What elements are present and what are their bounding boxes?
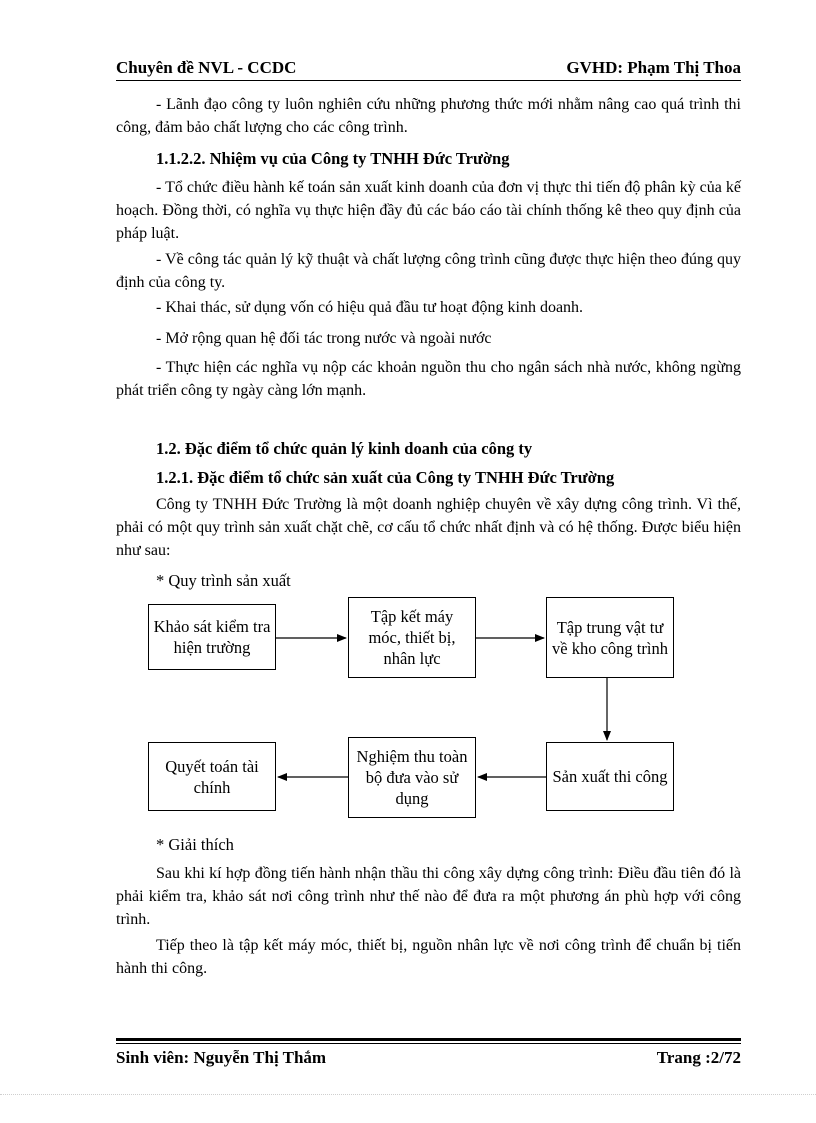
page-header bbox=[116, 58, 741, 78]
process-box-settlement: Quyết toán tài chính bbox=[148, 742, 276, 811]
header-topic: Chuyên đề NVL - CCDC bbox=[116, 58, 297, 77]
footer-student: Sinh viên: Nguyễn Thị Thắm bbox=[116, 1048, 327, 1067]
paragraph-capital: - Khai thác, sử dụng vốn có hiệu quả đầu tư hoạt động kinh doanh. bbox=[156, 299, 584, 316]
page-break-line bbox=[0, 1094, 816, 1095]
header-rule bbox=[116, 80, 741, 81]
paragraph-explain-mobilize: Tiếp theo là tập kết máy móc, thiết bị, nguồn nhân lực về nơi công trình để chuẩn bị tiến hành thi công. bbox=[116, 937, 741, 977]
heading-duties: 1.1.2.2. Nhiệm vụ của Công ty TNHH Đức Trường bbox=[156, 149, 510, 168]
paragraph-partnership: - Mở rộng quan hệ đối tác trong nước và ngoài nước bbox=[156, 330, 492, 347]
header-supervisor: GVHD: Phạm Thị Thoa bbox=[566, 58, 741, 77]
process-box-materials: Tập trung vật tư về kho công trình bbox=[546, 597, 674, 678]
paragraph-company-intro: Công ty TNHH Đức Trường là một doanh nghiệp chuyên về xây dựng công trình. Vì thế, phải có một quy trình sản xuất chặt chẽ, cơ cấu tổ chức nhất định và có hệ thống. Được biểu hiện như sau: bbox=[116, 496, 741, 559]
footer-page-number: Trang :2/72 bbox=[656, 1048, 741, 1067]
process-box-mobilize: Tập kết máy móc, thiết bị, nhân lực bbox=[348, 597, 476, 678]
process-box-survey: Khảo sát kiểm tra hiện trường bbox=[148, 604, 276, 670]
page-footer bbox=[116, 1048, 741, 1068]
footer-rule-thin bbox=[116, 1043, 741, 1044]
heading-management: 1.2. Đặc điểm tổ chức quản lý kinh doanh của công ty bbox=[156, 439, 533, 458]
label-process: * Quy trình sản xuất bbox=[156, 571, 291, 590]
paragraph-explain-survey: Sau khi kí hợp đồng tiến hành nhận thầu thi công xây dựng công trình: Điều đầu tiên đó là phải kiểm tra, khảo sát nơi công trình như thế nào để đưa ra một phương án phù hợp với công trình. bbox=[116, 865, 741, 928]
footer-rule-thick bbox=[116, 1038, 741, 1041]
paragraph-accounting: - Tổ chức điều hành kế toán sản xuất kinh doanh của đơn vị thực thi tiến độ phân kỳ của kế hoạch. Đồng thời, có nghĩa vụ thực hiện đầy đủ các báo cáo tài chính thống kê theo quy định của pháp luật. bbox=[116, 179, 741, 242]
process-box-construction: Sản xuất thi công bbox=[546, 742, 674, 811]
paragraph-quality: - Về công tác quản lý kỹ thuật và chất lượng công trình cũng được thực hiện theo đúng quy định của công ty. bbox=[116, 251, 741, 291]
paragraph-obligations: - Thực hiện các nghĩa vụ nộp các khoản nguồn thu cho ngân sách nhà nước, không ngừng phát triển công ty ngày càng lớn mạnh. bbox=[116, 359, 741, 399]
label-explain: * Giải thích bbox=[156, 835, 234, 854]
process-box-acceptance: Nghiệm thu toàn bộ đưa vào sử dụng bbox=[348, 737, 476, 818]
heading-production: 1.2.1. Đặc điểm tổ chức sản xuất của Công ty TNHH Đức Trường bbox=[156, 468, 615, 487]
paragraph-leadership: - Lãnh đạo công ty luôn nghiên cứu những phương thức mới nhằm nâng cao quá trình thi công, đảm bảo chất lượng cho các công trình. bbox=[116, 96, 741, 136]
